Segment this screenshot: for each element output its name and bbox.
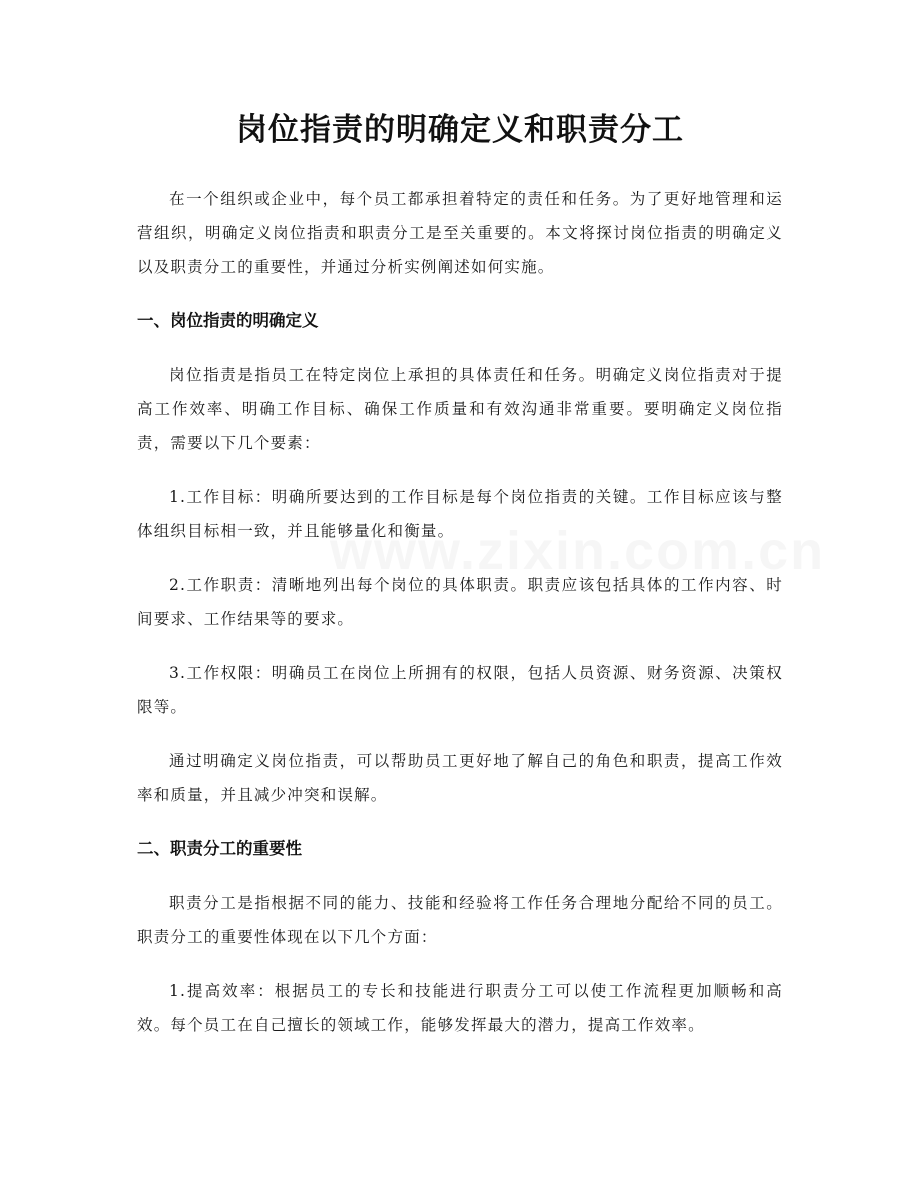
section-heading-2: 二、职责分工的重要性 [137,839,302,858]
paragraph: 岗位指责是指员工在特定岗位上承担的具体责任和任务。明确定义岗位指责对于提高工作效率、明确工作目标、确保工作质量和有效沟通非常重要。要明确定义岗位指责，需要以下几个要素： [137,366,783,452]
list-item-paragraph: 3.工作权限：明确员工在岗位上所拥有的权限，包括人员资源、财务资源、决策权限等。 [137,664,783,716]
list-item-paragraph: 2.工作职责：清晰地列出每个岗位的具体职责。职责应该包括具体的工作内容、时间要求、工作结果等的要求。 [137,576,783,628]
list-item-paragraph: 1.工作目标：明确所要达到的工作目标是每个岗位指责的关键。工作目标应该与整体组织目标相一致，并且能够量化和衡量。 [137,488,783,540]
section-heading-1: 一、岗位指责的明确定义 [137,311,319,330]
document-body [137,182,783,1062]
document-title: 岗位指责的明确定义和职责分工 [236,112,684,148]
paragraph: 职责分工是指根据不同的能力、技能和经验将工作任务合理地分配给不同的员工。职责分工的重要性体现在以下几个方面： [137,894,783,946]
intro-paragraph: 在一个组织或企业中，每个员工都承担着特定的责任和任务。为了更好地管理和运营组织，明确定义岗位指责和职责分工是至关重要的。本文将探讨岗位指责的明确定义以及职责分工的重要性，并通过分析实例阐述如何实施。 [137,190,783,276]
paragraph: 通过明确定义岗位指责，可以帮助员工更好地了解自己的角色和职责，提高工作效率和质量，并且减少冲突和误解。 [137,752,783,804]
list-item-paragraph: 1.提高效率：根据员工的专长和技能进行职责分工可以使工作流程更加顺畅和高效。每个员工在自己擅长的领域工作，能够发挥最大的潜力，提高工作效率。 [137,982,783,1034]
